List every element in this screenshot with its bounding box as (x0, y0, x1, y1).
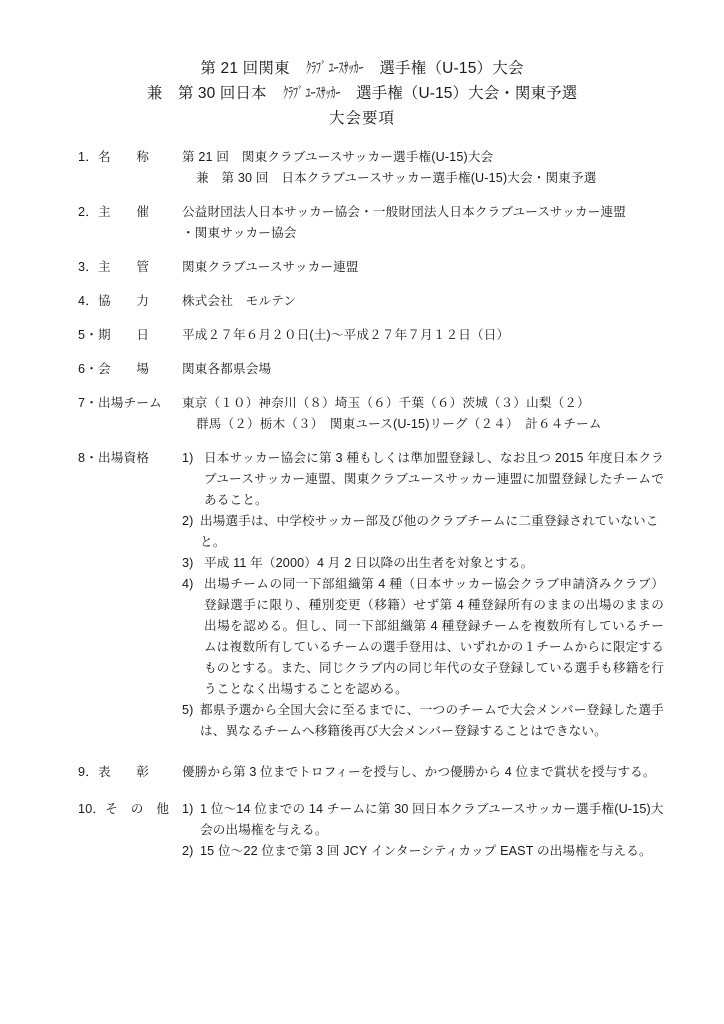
other-item-2 (182, 841, 664, 862)
entry-awards-body (182, 762, 664, 783)
entry-cooperation (78, 291, 664, 312)
title-line-1-katakana: ｸﾗﾌﾞ ﾕｰｽｻｯｶｰ (305, 60, 364, 77)
entry-manager-line-1: 関東クラブユースサッカー連盟 (182, 260, 359, 274)
other-item-1-number: 1) (182, 802, 194, 816)
other-item-2-text: 15 位～22 位まで第 3 回 JCY インターシティカップ EAST の出場権を与える。 (200, 844, 652, 858)
entry-cooperation-line-1: 株式会社 モルテン (182, 294, 297, 308)
entry-manager-body (182, 257, 664, 278)
entry-manager (78, 257, 664, 278)
document-title-block (0, 0, 724, 131)
entry-awards-line-1: 優勝から第 3 位までトロフィーを授与し、かつ優勝から 4 位まで賞状を授与する。 (182, 765, 656, 779)
eligibility-item-2-number: 2) (182, 514, 194, 528)
entry-cooperation-label: 4．協 力 (78, 294, 150, 308)
eligibility-item-5-text: 都県予選から全国大会に至るまでに、一つのチームで大会メンバー登録した選手は、異なるチームへ移籍後再び大会メンバー登録することはできない。 (200, 703, 664, 738)
entry-other (78, 799, 664, 862)
eligibility-item-3-number: 3) (182, 556, 194, 570)
entry-eligibility-label: 8・出場資格 (78, 451, 150, 465)
entry-organizer-line-1: 公益財団法人日本サッカー協会・一般財団法人日本クラブユースサッカー連盟 (182, 205, 627, 219)
eligibility-item-2-text: 出場選手は、中学校サッカー部及び他のクラブチームに二重登録されていないこと。 (200, 514, 659, 549)
eligibility-item-1 (182, 448, 664, 511)
entry-organizer (78, 202, 664, 244)
eligibility-item-3-text: 平成 11 年（2000）4 月 2 日以降の出生者を対象とする。 (204, 556, 534, 570)
entry-participating-teams (78, 393, 664, 435)
eligibility-item-5-number: 5) (182, 703, 194, 717)
entry-participating-teams-line-2: 群馬（２）栃木（３） 関東ユース(U-15)リーグ（２４） 計６４チーム (196, 417, 602, 431)
document-body (0, 147, 724, 862)
eligibility-item-4-number: 4) (182, 577, 194, 591)
entry-venue (78, 359, 664, 380)
entry-cooperation-body (182, 291, 664, 312)
entry-organizer-line-2: ・関東サッカー協会 (182, 226, 297, 240)
entry-name (78, 147, 664, 189)
entry-eligibility (78, 448, 664, 742)
entry-date-label: 5・期 日 (78, 328, 150, 342)
entry-date-body (182, 325, 664, 346)
entry-name-body (182, 147, 664, 189)
other-item-1-text: 1 位～14 位までの 14 チームに第 30 回日本クラブユースサッカー選手権(U-15)大会の出場権を与える。 (200, 802, 664, 837)
entry-participating-teams-line-1: 東京（１０）神奈川（８）埼玉（６）千葉（６）茨城（３）山梨（２） (182, 396, 590, 410)
title-line-2-pre: 兼 第 30 回日本 (146, 85, 267, 102)
entry-awards (78, 762, 664, 783)
eligibility-item-1-text: 日本サッカー協会に第 3 種もしくは準加盟登録し、なお且つ 2015 年度日本クラブユースサッカー連盟、関東クラブユースサッカー連盟に加盟登録したチームであること。 (204, 451, 664, 507)
title-line-2 (0, 81, 724, 106)
entry-other-body (182, 799, 664, 862)
entry-organizer-body (182, 202, 664, 244)
entry-participating-teams-label: 7・出場チーム (78, 396, 162, 410)
title-line-2-katakana: ｸﾗﾌﾞ ﾕｰｽｻｯｶｰ (282, 85, 340, 102)
title-line-3: 大会要項 (328, 110, 395, 127)
title-line-1 (0, 56, 724, 81)
entry-eligibility-body (182, 448, 664, 742)
eligibility-item-4 (182, 574, 664, 700)
other-item-2-number: 2) (182, 844, 194, 858)
eligibility-item-4-text: 出場チームの同一下部組織第 4 種（日本サッカー協会クラブ申請済みクラブ）登録選手に限り、種別変更（移籍）せず第 4 種登録所有のままの出場のままの出場を認める。但し、同一下部組織第 4 種登録チームを複数所有しているチームは複数所有しているチームの選手登用は、いずれかの１チームからに限定するものとする。また、同じクラブ内の同じ年代の女子登録している選手も移籍を行うことなく出場することを認める。 (204, 577, 664, 696)
title-line-1-pre: 第 21 回関東 (200, 60, 290, 77)
entry-venue-body (182, 359, 664, 380)
eligibility-item-2 (182, 511, 664, 553)
entry-name-line-1: 第 21 回 関東クラブユースサッカー選手権(U-15)大会 (182, 150, 494, 164)
entry-manager-label: 3．主 管 (78, 260, 150, 274)
title-line-2-post: 選手権（U-15）大会・関東予選 (356, 85, 578, 102)
entry-participating-teams-body (182, 393, 664, 435)
entry-awards-label: 9．表 彰 (78, 765, 150, 779)
eligibility-item-1-number: 1) (182, 451, 194, 465)
entry-other-label: 10．そ の 他 (78, 802, 170, 816)
other-item-1 (182, 799, 664, 841)
entry-venue-line-1: 関東各都県会場 (182, 362, 272, 376)
title-line-1-post: 選手権（U-15）大会 (379, 60, 524, 77)
entry-organizer-label: 2．主 催 (78, 205, 150, 219)
eligibility-item-3 (182, 553, 664, 574)
eligibility-item-5 (182, 700, 664, 742)
entry-name-line-2: 兼 第 30 回 日本クラブユースサッカー選手権(U-15)大会・関東予選 (196, 171, 597, 185)
entry-date-line-1: 平成２７年６月２０日(土)～平成２７年７月１２日（日） (182, 328, 510, 342)
entry-venue-label: 6・会 場 (78, 362, 150, 376)
entry-date (78, 325, 664, 346)
entry-name-label: 1．名 称 (78, 150, 150, 164)
